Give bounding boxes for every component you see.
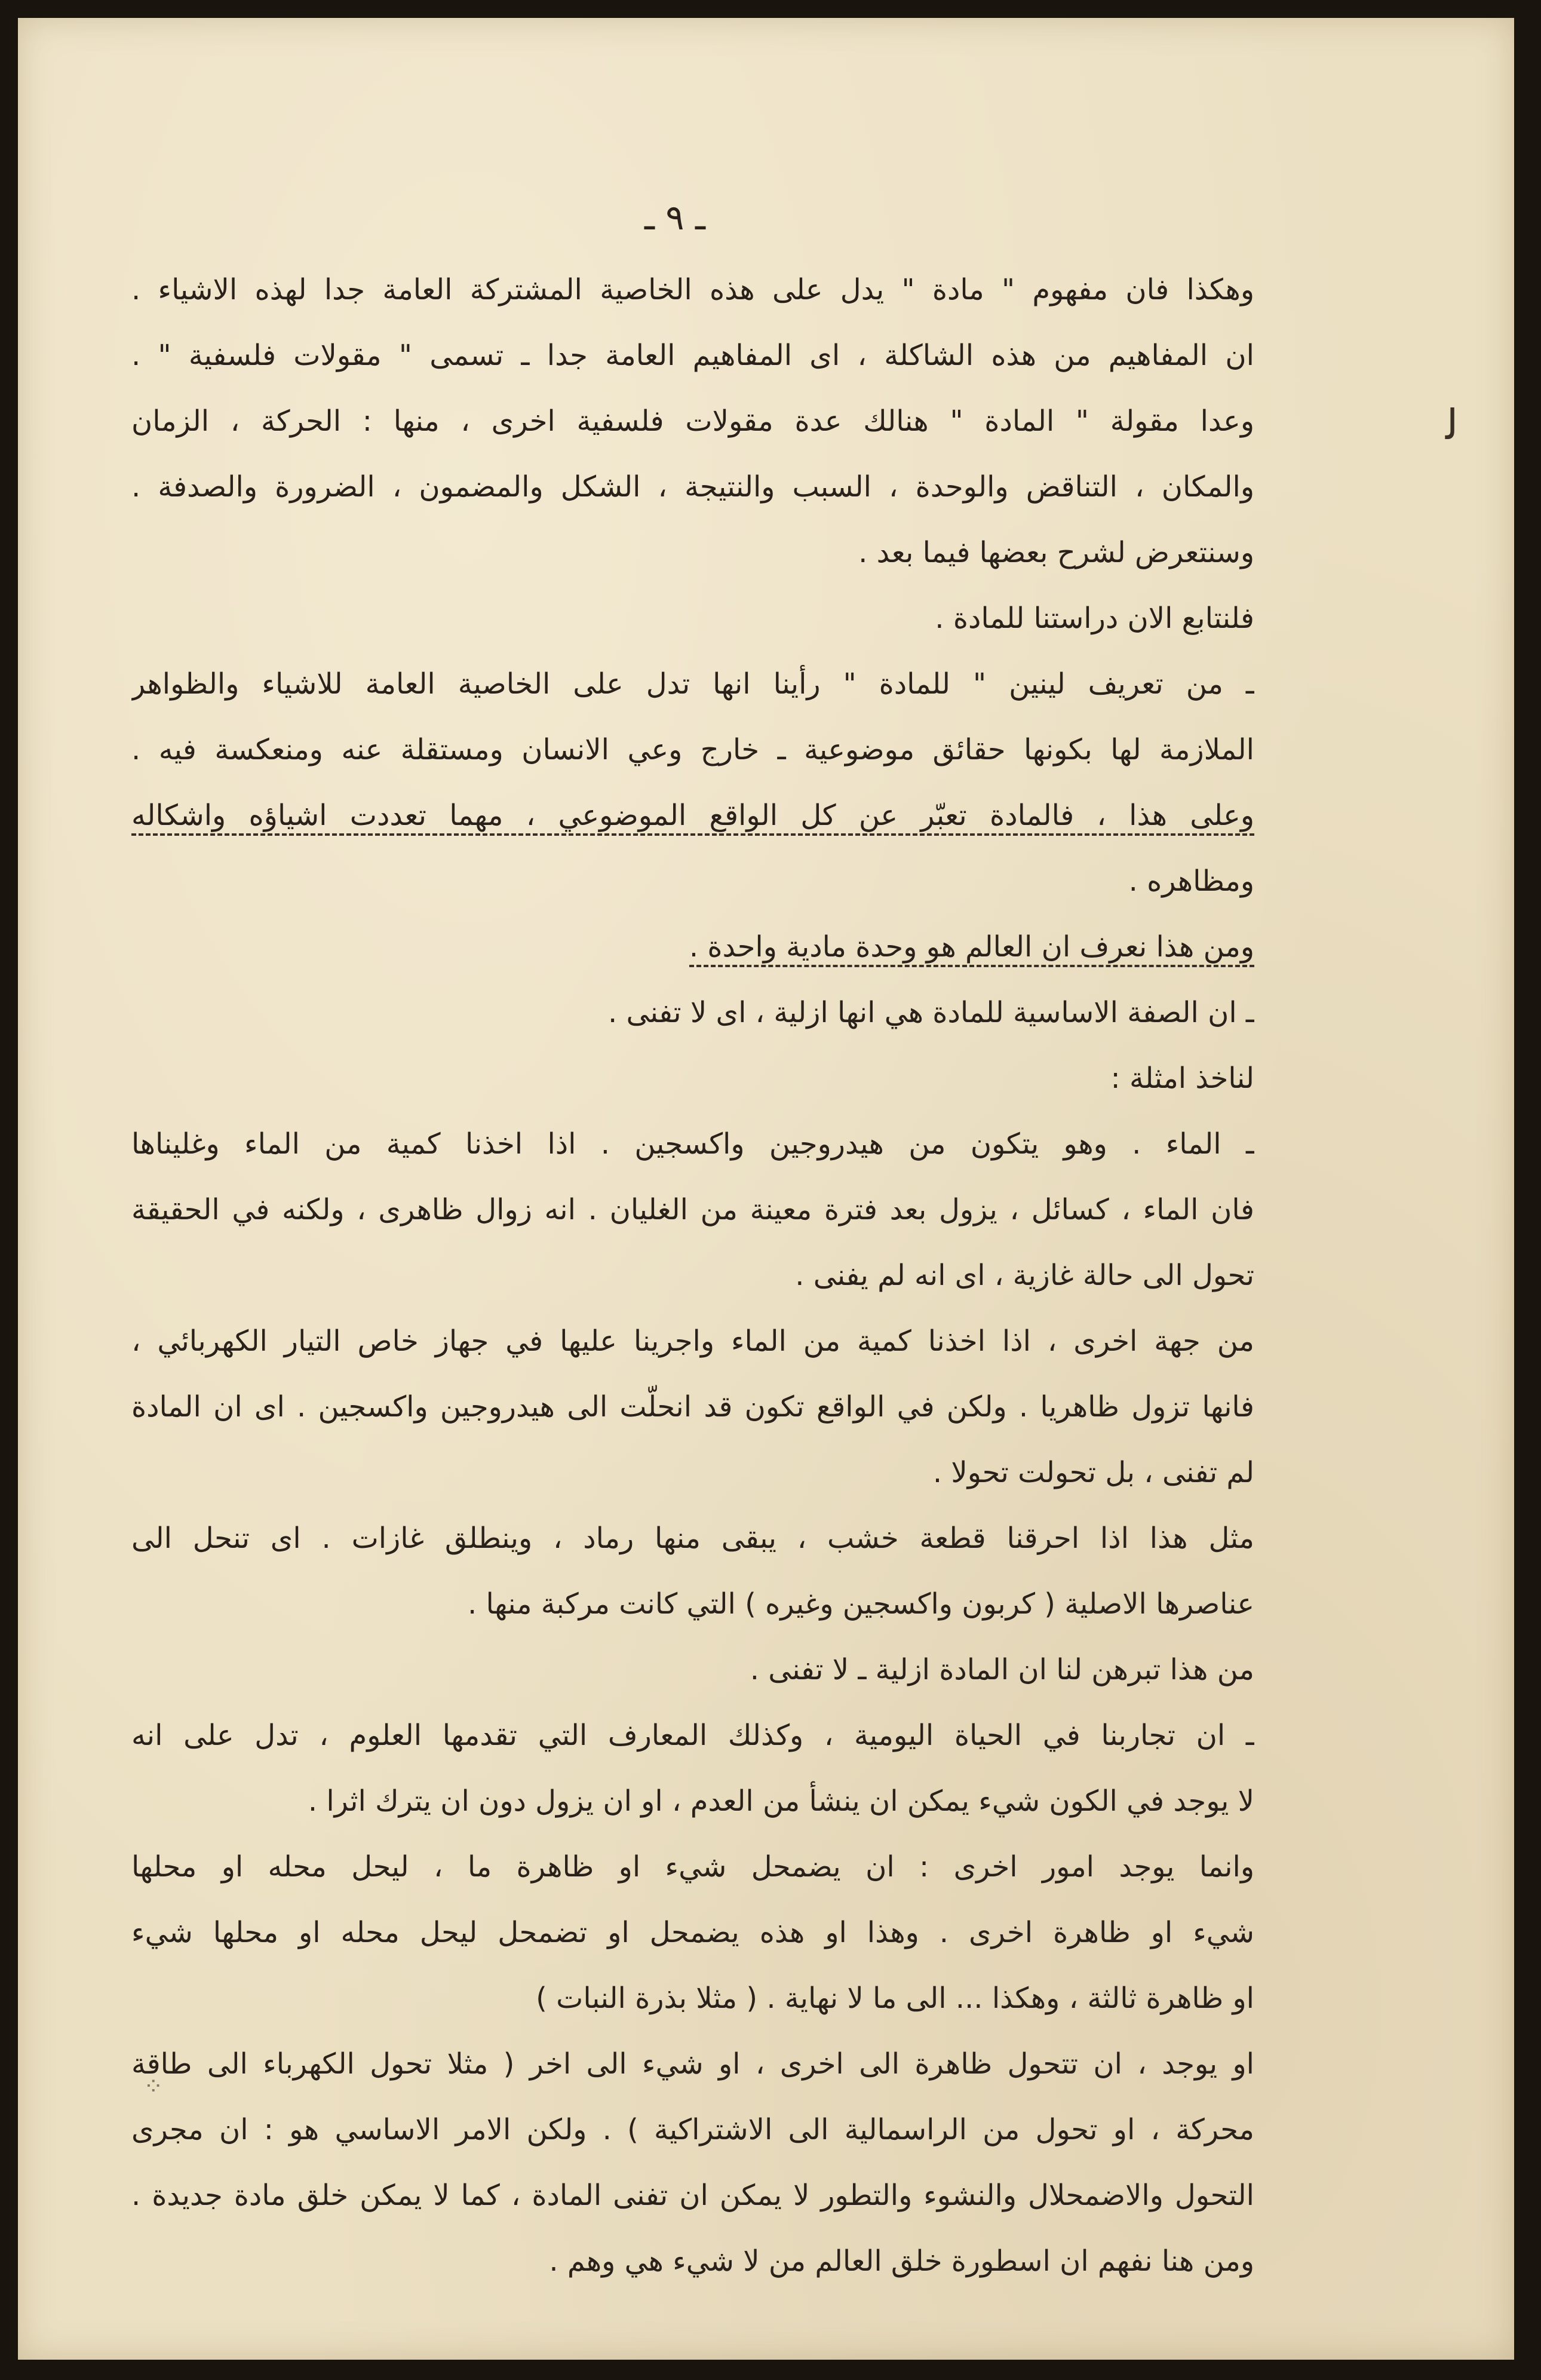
text-line-22: من هذا تبرهن لنا ان المادة ازلية ـ لا تفنى . bbox=[750, 1653, 1254, 1686]
text-line-2: ان المفاهيم من هذه الشاكلة ، اى المفاهيم العامة جدا ـ تسمى " مقولات فلسفية " . bbox=[131, 339, 1254, 372]
text-line-25: وانما يوجد امور اخرى : ان يضمحل شيء او ظاهرة ما ، ليحل محله او محلها bbox=[131, 1850, 1254, 1884]
text-line-11-underlined bbox=[131, 914, 1254, 980]
text-line-18: فانها تزول ظاهريا . ولكن في الواقع تكون قد انحلّت الى هيدروجين واكسجين . اى ان المادة bbox=[131, 1390, 1254, 1424]
text-line-28: او يوجد ، ان تتحول ظاهرة الى اخرى ، او شيء الى اخر ( مثلا تحول الكهرباء الى طاقة bbox=[131, 2047, 1254, 2081]
ink-mark-right: ﻟ bbox=[1445, 400, 1459, 449]
text-line-3: وعدا مقولة " المادة " هنالك عدة مقولات فلسفية اخرى ، منها : الحركة ، الزمان bbox=[131, 404, 1254, 438]
text-line-16: تحول الى حالة غازية ، اى انه لم يفنى . bbox=[795, 1259, 1254, 1292]
underlined-text-2: ومن هذا نعرف ان العالم هو وحدة مادية واحدة . bbox=[689, 930, 1254, 967]
text-line-31: ومن هنا نفهم ان اسطورة خلق العالم من لا شيء هي وهم . bbox=[549, 2244, 1254, 2278]
text-line-29: محركة ، او تحول من الراسمالية الى الاشتراكية ) . ولكن الامر الاساسي هو : ان مجرى bbox=[131, 2113, 1254, 2146]
text-line-6: فلنتابع الان دراستنا للمادة . bbox=[935, 602, 1254, 635]
text-line-12: ـ ان الصفة الاساسية للمادة هي انها ازلية ، اى لا تفنى . bbox=[607, 996, 1254, 1029]
text-line-10: ومظاهره . bbox=[1128, 864, 1254, 898]
text-line-19: لم تفنى ، بل تحولت تحولا . bbox=[932, 1456, 1254, 1489]
text-line-17: من جهة اخرى ، اذا اخذنا كمية من الماء واجرينا عليها في جهاز خاص التيار الكهربائي ، bbox=[131, 1324, 1254, 1358]
text-line-13: لناخذ امثلة : bbox=[1110, 1062, 1254, 1095]
text-line-21: عناصرها الاصلية ( كربون واكسجين وغيره ) التي كانت مركبة منها . bbox=[467, 1587, 1254, 1621]
text-line-9-underlined bbox=[131, 783, 1254, 848]
text-line-7: ـ من تعريف لينين " للمادة " رأينا انها تدل على الخاصية العامة للاشياء والظواهر bbox=[131, 667, 1254, 701]
page-number: ـ ٩ ـ bbox=[644, 197, 706, 238]
text-line-14: ـ الماء . وهو يتكون من هيدروجين واكسجين . اذا اخذنا كمية من الماء وغليناها bbox=[131, 1127, 1254, 1161]
text-line-1: وهكذا فان مفهوم " مادة " يدل على هذه الخاصية المشتركة العامة جدا لهذه الاشياء . bbox=[131, 273, 1254, 306]
text-line-30: التحول والاضمحلال والنشوء والتطور لا يمكن ان تفنى المادة ، كما لا يمكن خلق مادة جديدة . bbox=[131, 2179, 1254, 2212]
text-line-24: لا يوجد في الكون شيء يمكن ان ينشأ من العدم ، او ان يزول دون ان يترك اثرا . bbox=[308, 1784, 1254, 1818]
text-line-27: او ظاهرة ثالثة ، وهكذا ... الى ما لا نهاية . ( مثلا بذرة النبات ) bbox=[536, 1982, 1254, 2015]
ink-mark-left: ⁘ bbox=[143, 2073, 164, 2100]
text-line-15: فان الماء ، كسائل ، يزول بعد فترة معينة من الغليان . انه زوال ظاهرى ، ولكنه في الحقيقة bbox=[131, 1193, 1254, 1226]
text-line-4: والمكان ، التناقض والوحدة ، السبب والنتيجة ، الشكل والمضمون ، الضرورة والصدفة . bbox=[131, 470, 1254, 504]
text-line-8: الملازمة لها بكونها حقائق موضوعية ـ خارج وعي الانسان ومستقلة عنه ومنعكسة فيه . bbox=[131, 733, 1254, 766]
text-line-26: شيء او ظاهرة اخرى . وهذا او هذه يضمحل او تضمحل ليحل محله او محلها شيء bbox=[131, 1916, 1254, 1949]
underlined-text-1: وعلى هذا ، فالمادة تعبّر عن كل الواقع الموضوعي ، مهما تعددت اشياؤه واشكاله bbox=[131, 799, 1254, 836]
document-page bbox=[18, 18, 1514, 2360]
body-text bbox=[131, 257, 1254, 2294]
text-line-5: وسنتعرض لشرح بعضها فيما بعد . bbox=[858, 536, 1254, 569]
text-line-20: مثل هذا اذا احرقنا قطعة خشب ، يبقى منها رماد ، وينطلق غازات . اى تنحل الى bbox=[131, 1522, 1254, 1555]
text-line-23: ـ ان تجاربنا في الحياة اليومية ، وكذلك المعارف التي تقدمها العلوم ، تدل على انه bbox=[131, 1719, 1254, 1752]
